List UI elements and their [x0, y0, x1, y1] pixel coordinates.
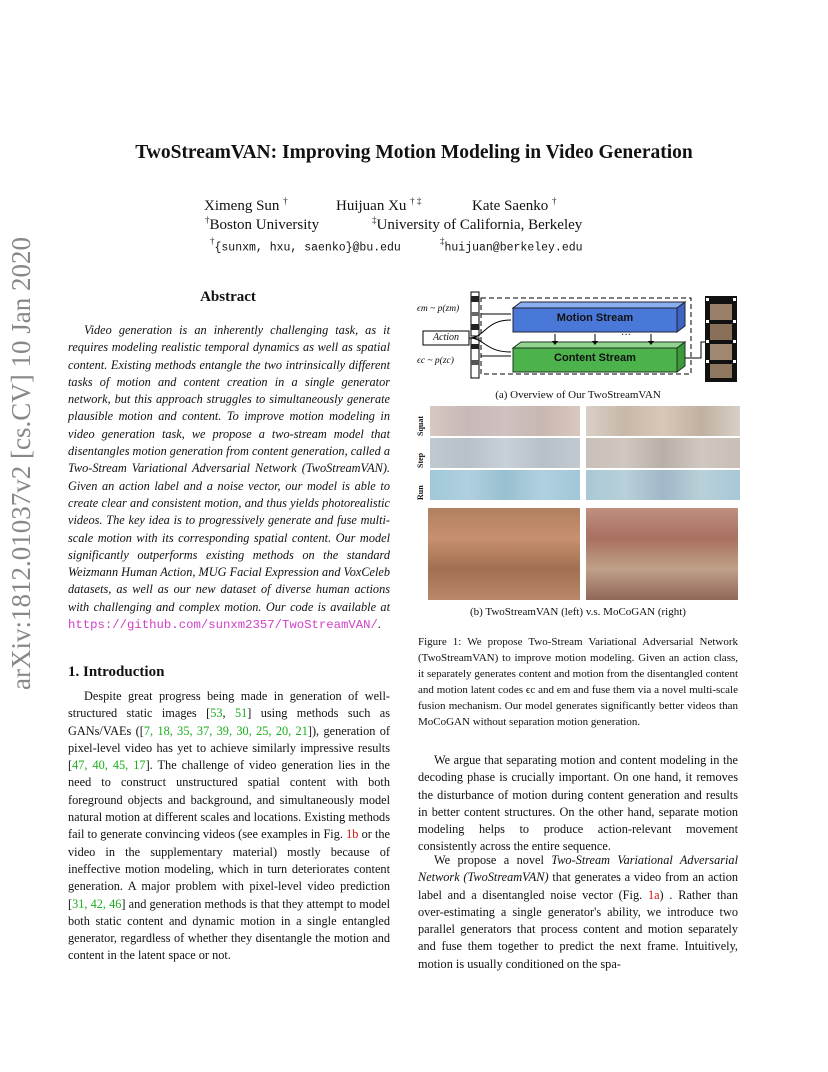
noise-c-label: ϵc ~ p(zc)	[417, 356, 454, 366]
action-label: Action	[432, 332, 460, 343]
sample-squat-mocogan	[586, 406, 740, 436]
intro-heading: 1. Introduction	[68, 664, 165, 680]
abstract-body: Video generation is an inherently challenging task, as it requires modeling realistic temporal dynamics as well as spatial content. Existing methods entangle the two intrinsically different tasks of motion and content creation in a single generator network, but this approach struggles to simultaneously generate plausible motion and content. To improve motion modeling in video generation task, we propose a two-stream model that disentangles motion generation from content generation, called a Two-Stream Variational Adversarial Network (TwoStreamVAN). Given an action label and a noise vector, our model is able to create clear and consistent motion, and thus yields photorealistic videos. The key idea is to progressively generate and fuse multi-scale motion with its corresponding spatial content. Our model significantly outperforms existing methods on the standard Weizmann Human Action, MUG Facial Expression and VoxCeleb datasets, as well as our new dataset of diverse human actions with challenging and complex motion. Our code is available at https://github.com/sunxm2357/TwoStreamVAN/.	[68, 323, 390, 633]
sample-faces-ours	[428, 508, 580, 600]
sample-faces-mocogan	[586, 508, 738, 600]
sample-step-mocogan	[586, 438, 740, 468]
arxiv-side-label: arXiv:1812.01037v2 [cs.CV] 10 Jan 2020	[6, 237, 36, 690]
sample-run-ours	[430, 470, 580, 500]
citation[interactable]: 53	[210, 706, 223, 721]
abstract-text: Video generation is an inherently challenging task, as it requires modeling realistic temporal dynamics as well as spatial content. Existing methods entangle the two intrinsically different tasks of motion and content creation in a single generator network, but this approach struggles to simultaneously generate plausible motion and content. To improve motion modeling in video generation task, we propose a two-stream model that disentangles motion generation from content generation, called a Two-Stream Variational Adversarial Network (TwoStreamVAN). Given an action label and a noise vector, our model is able to create clear and consistent motion, and thus yields photorealistic videos. The key idea is to progressively generate and fuse multi-scale motion with its corresponding spatial content. Our model significantly outperforms existing methods on the standard Weizmann Human Action, MUG Facial Expression and VoxCeleb datasets, as well as our new dataset of diverse human actions with challenging and complex motion. Our code is available at	[68, 323, 390, 614]
citation[interactable]: 7, 18, 35, 37, 39, 30, 25, 20, 21	[143, 723, 308, 738]
author-3: Kate Saenko †	[472, 196, 557, 214]
affiliation-2: ‡University of California, Berkeley	[372, 215, 583, 233]
row-label-step: Step	[416, 452, 425, 468]
right-paragraph-2: We propose a novel Two-Stream Variational Adversarial Network (TwoStreamVAN) that generates a video from an action label and a disentangled noise vector (Fig. 1a) . Rather than over-estimating a single generator's ability, we introduce two parallel generators that process content and motion separately and fuse them together to predict the next frame. Intuitively, motion is usually conditioned on the spa-	[418, 853, 738, 971]
right-paragraph-1: We argue that separating motion and content modeling in the decoding phase is crucially important. On one hand, it removes the disturbance of motion during content generation and results in better content structures. On the other hand, separate motion modeling helps to produce action-relevant movement consistently across the entire sequence.	[418, 753, 738, 854]
abstract-heading: Abstract	[200, 289, 256, 305]
row-label-run: Run	[416, 485, 425, 500]
fusion-dots: ···	[621, 330, 631, 341]
content-stream-label: Content Stream	[554, 352, 636, 364]
citation[interactable]: 47, 40, 45, 17	[72, 758, 146, 773]
sample-squat-ours	[430, 406, 580, 436]
sample-run-mocogan	[586, 470, 740, 500]
figure-1a-caption: (a) Overview of Our TwoStreamVAN	[495, 389, 661, 401]
author-2: Huijuan Xu † ‡	[336, 196, 422, 214]
figure-1-caption: Figure 1: We propose Two-Stream Variational Adversarial Network (TwoStreamVAN) to improve motion modeling. Given an action class, it separately generates content and motion from the disentangled content and motion latent codes ϵc and em and fuse them via a novel multi-scale fusion mechanism. Our model generates significantly better videos than MoCoGAN without separation motion generation.	[418, 636, 738, 728]
sample-step-ours	[430, 438, 580, 468]
citation[interactable]: 31, 42, 46	[72, 896, 122, 911]
row-label-squat: Squat	[416, 415, 425, 436]
figure-ref[interactable]: 1a	[647, 887, 660, 902]
figure-1b-caption: (b) TwoStreamVAN (left) v.s. MoCoGAN (right)	[470, 606, 686, 618]
paper-title: TwoStreamVAN: Improving Motion Modeling in Video Generation	[135, 142, 693, 163]
figure-1b-body-motion-grid	[416, 406, 742, 502]
citation[interactable]: 51	[234, 706, 248, 721]
author-1: Ximeng Sun †	[204, 196, 288, 214]
email-2: ‡huijuan@berkeley.edu	[440, 236, 583, 255]
figure-1a-diagram	[415, 290, 745, 386]
figure-ref[interactable]: 1b	[346, 827, 359, 842]
code-link[interactable]: https://github.com/sunxm2357/TwoStreamVAN/	[68, 618, 378, 633]
intro-paragraph: Despite great progress being made in generation of well-structured static images [53, 51] using methods such as GANs/VAEs ([7, 18, 35, 37, 39, 30, 25, 20, 21]), generation of pixel-level video has yet to achieve similarly impressive results [47, 40, 45, 17]. The challenge of video generation lies in the need to construct unstructured spatial content with both foreground objects and background, and simultaneously model natural motion at different scales and locations. Existing methods fail to generate convincing videos (see examples in Fig. 1b or the video in the supplementary material) mostly because of ineffective motion modeling, which in turn deteriorates content generation. A major problem with pixel-level video prediction [31, 42, 46] and generation methods is that they attempt to model both static content and dynamic motion in a single entangled generator, regardless of whether they disentangle the motion and content in the latent space or not.	[68, 689, 391, 963]
motion-stream-label: Motion Stream	[556, 312, 634, 324]
affiliation-1: †Boston University	[205, 215, 320, 233]
email-1: †{sunxm, hxu, saenko}@bu.edu	[210, 236, 401, 255]
noise-m-label: ϵm ~ p(zm)	[417, 304, 460, 314]
